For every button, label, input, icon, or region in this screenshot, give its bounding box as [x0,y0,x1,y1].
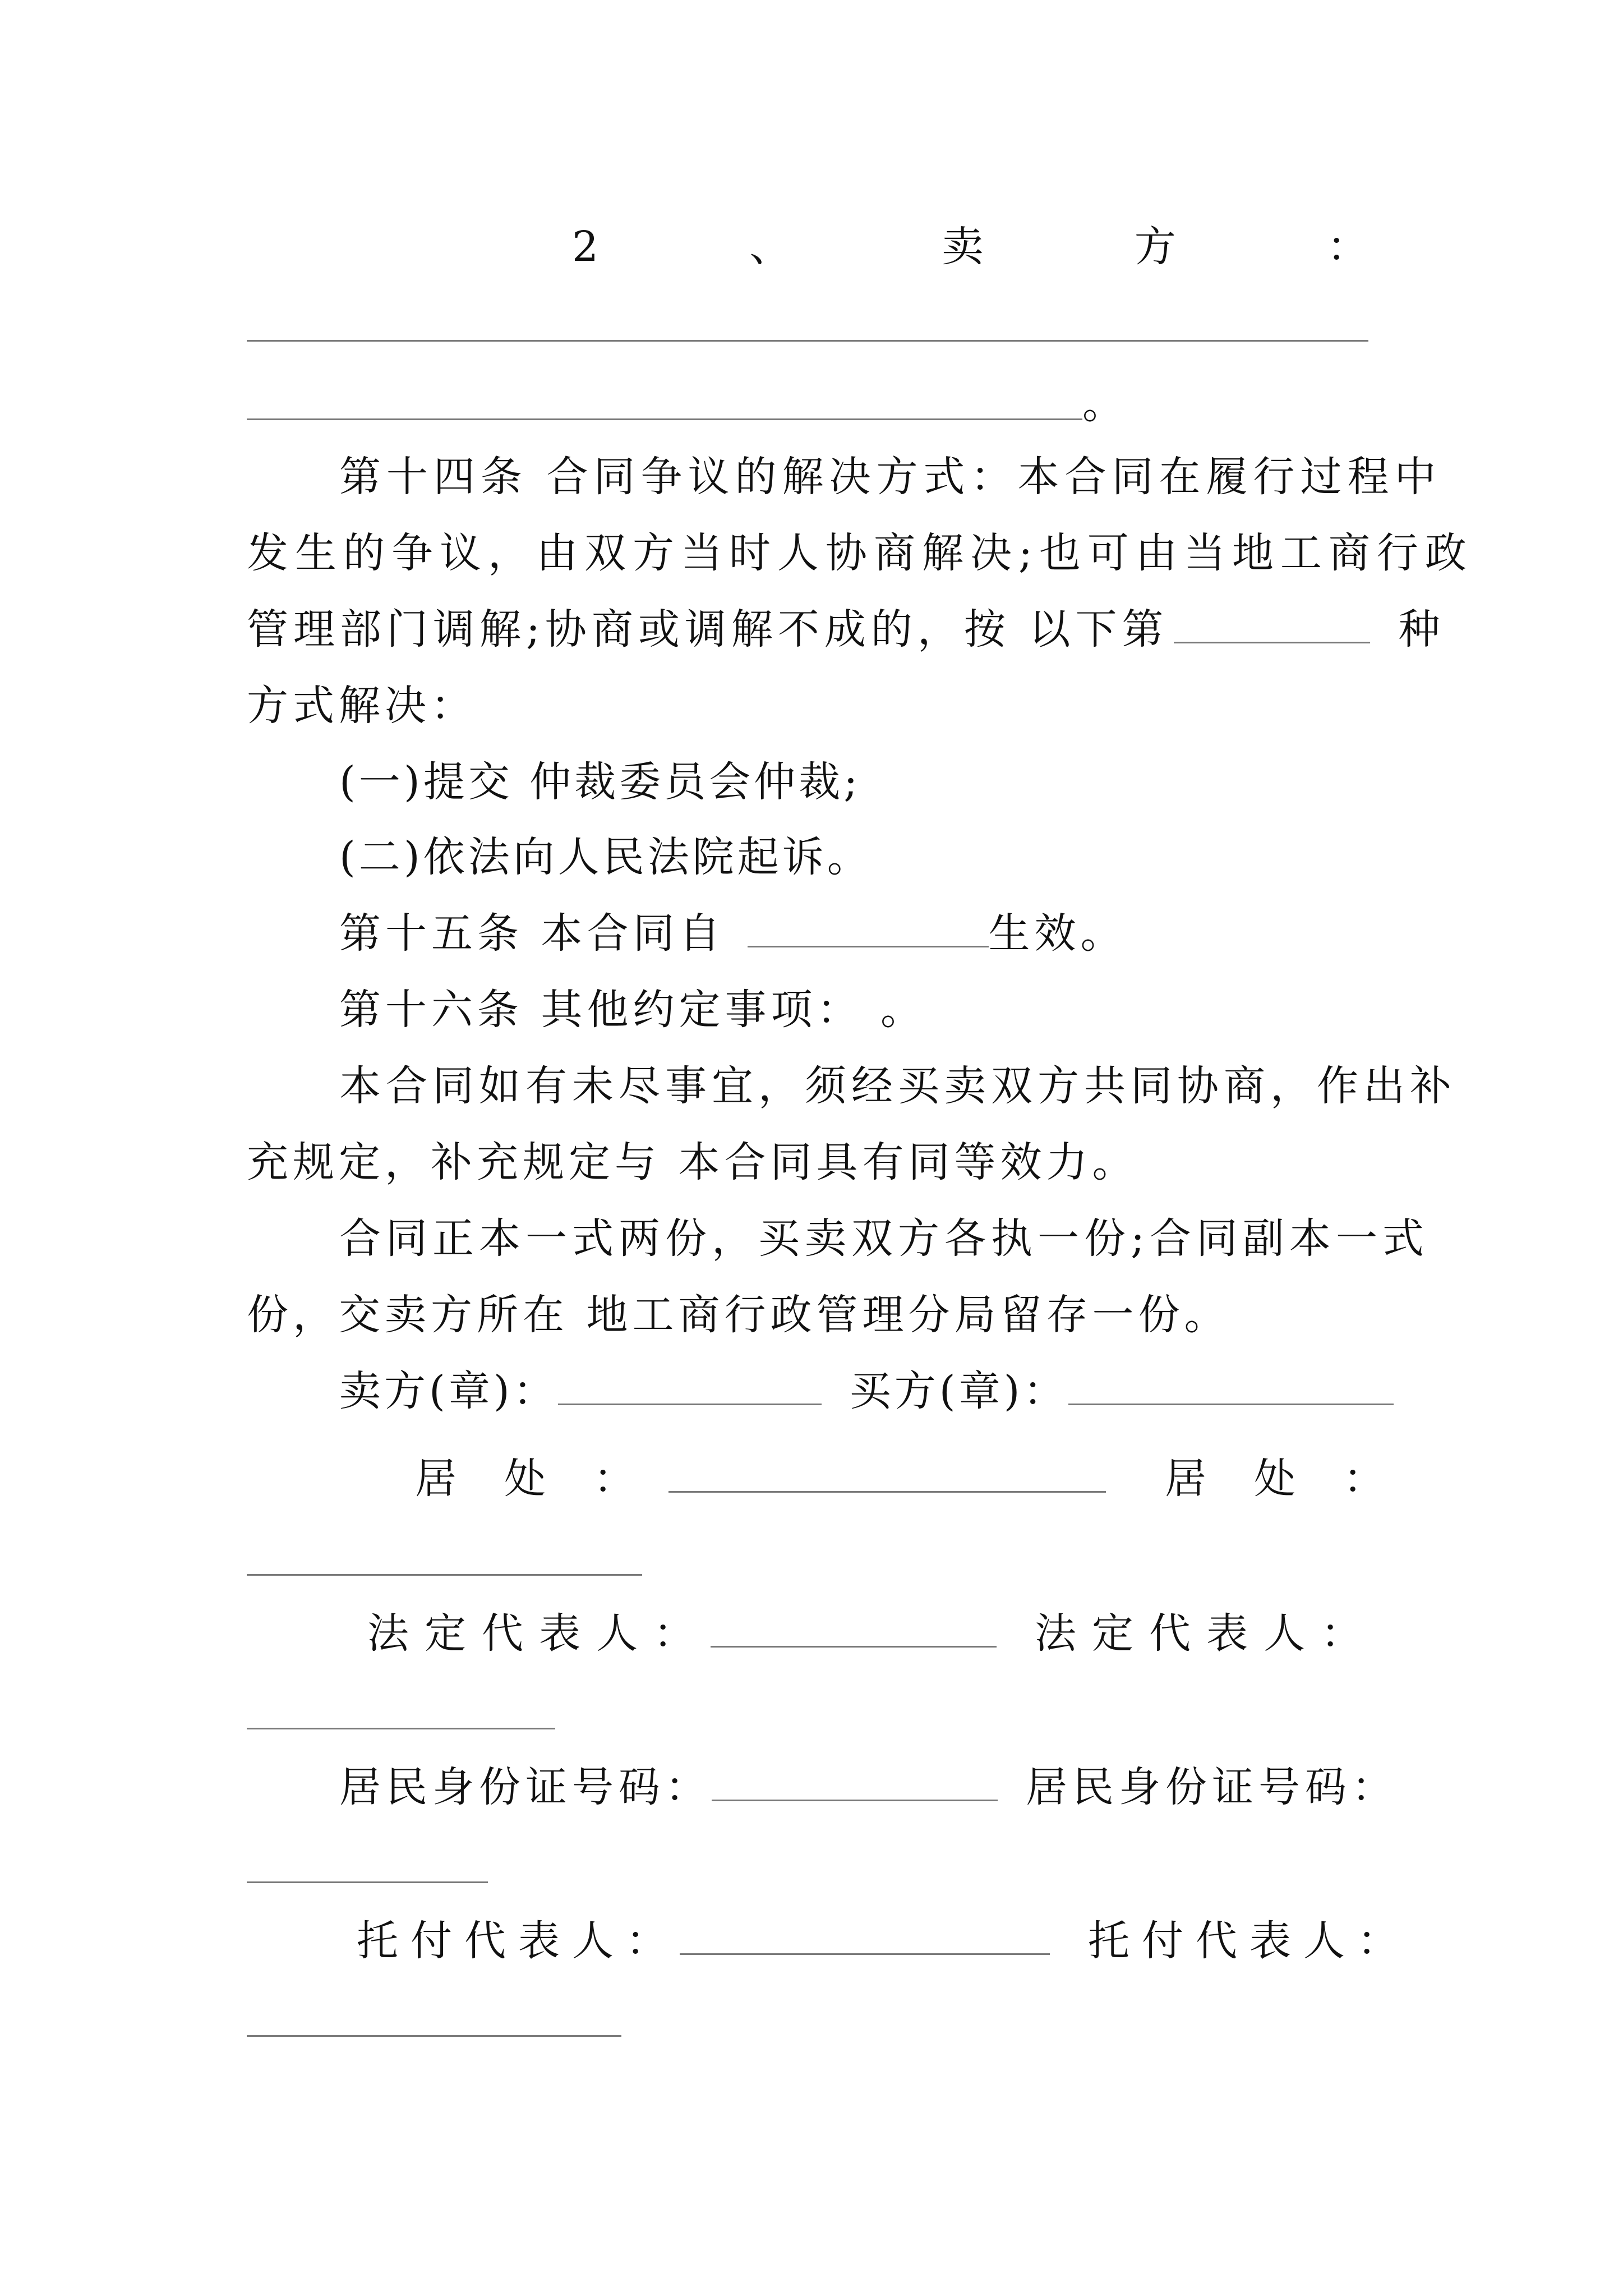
seller-blank-line-1 [247,340,1368,342]
seller-agent-blank[interactable] [680,1920,1050,1955]
supplement-line-2: 充规定，补充规定与 本合同具有同等效力。 [247,1138,1138,1186]
article-14-line-3: 管理部门调解;协商或调解不成的，按 以下第 种 [247,605,1440,654]
buyer-legal-rep-blank[interactable] [247,1728,555,1729]
buyer-legal-rep-label: 法定代表人： [1035,1609,1378,1658]
id-number-row [339,1759,1398,1815]
buyer-agent-label: 托付代表人： [1088,1917,1411,1965]
seller-residence-label: 居 处 ： [415,1455,635,1503]
buyer-id-blank[interactable] [247,1881,488,1883]
seller-period: 。 [1082,380,1124,428]
buyer-residence-label: 居 处 ： [1165,1455,1385,1503]
option-1: (一)提交 仲裁委员会仲裁; [339,758,861,806]
option-2: (二)依法向人民法院起诉。 [339,833,872,881]
seller-seal-blank[interactable] [558,1370,822,1405]
copies-line-2: 份，交卖方所在 地工商行政管理分局留存一份。 [247,1291,1230,1339]
agent-row [357,1913,1411,1969]
dispute-method-blank[interactable] [1174,608,1370,643]
seal-row [339,1363,1391,1419]
buyer-residence-blank[interactable] [247,1574,642,1576]
seller-id-label: 居民身份证号码： [339,1763,712,1811]
effective-date-blank[interactable] [748,912,989,947]
seller-heading-separator: 、 [749,223,791,271]
seller-legal-rep-label: 法定代表人： [367,1609,711,1658]
legal-rep-row [367,1605,1377,1662]
article-14-line-1: 第十四条 合同争议的解决方式：本合同在履行过程中 [339,453,1442,501]
article-14-line-2: 发生的争议，由双方当时人协商解决;也可由当地工商行政 [247,529,1473,577]
buyer-id-label: 居民身份证号码： [1026,1763,1398,1811]
seller-heading-number: 2 [572,223,599,271]
seller-id-blank[interactable] [712,1766,998,1801]
residence-row [415,1451,1385,1507]
article-14-line-4: 方式解决： [247,682,477,730]
copies-line-1: 合同正本一式两份，买卖双方各执一份;合同副本一式 [339,1214,1429,1263]
seller-heading-char-2: 方 [1134,223,1176,271]
seller-blank-line-2 [247,418,1082,420]
seller-legal-rep-blank[interactable] [711,1612,997,1648]
seller-seal-label: 卖方(章)： [339,1367,558,1415]
buyer-seal-blank[interactable] [1068,1370,1394,1405]
seller-agent-label: 托付代表人： [357,1917,680,1965]
seller-heading [572,219,1368,275]
seller-heading-char-1: 卖 [942,223,984,271]
buyer-agent-blank[interactable] [247,2035,621,2037]
buyer-seal-label: 买方(章)： [849,1367,1068,1415]
seller-heading-colon: ： [1326,223,1368,271]
article-15: 第十五条 本合同自 生效。 [339,909,1127,958]
supplement-line-1: 本合同如有未尽事宜，须经买卖双方共同协商，作出补 [339,1062,1456,1110]
seller-residence-blank[interactable] [668,1457,1106,1493]
article-16: 第十六条 其他约定事项： 。 [339,986,927,1034]
